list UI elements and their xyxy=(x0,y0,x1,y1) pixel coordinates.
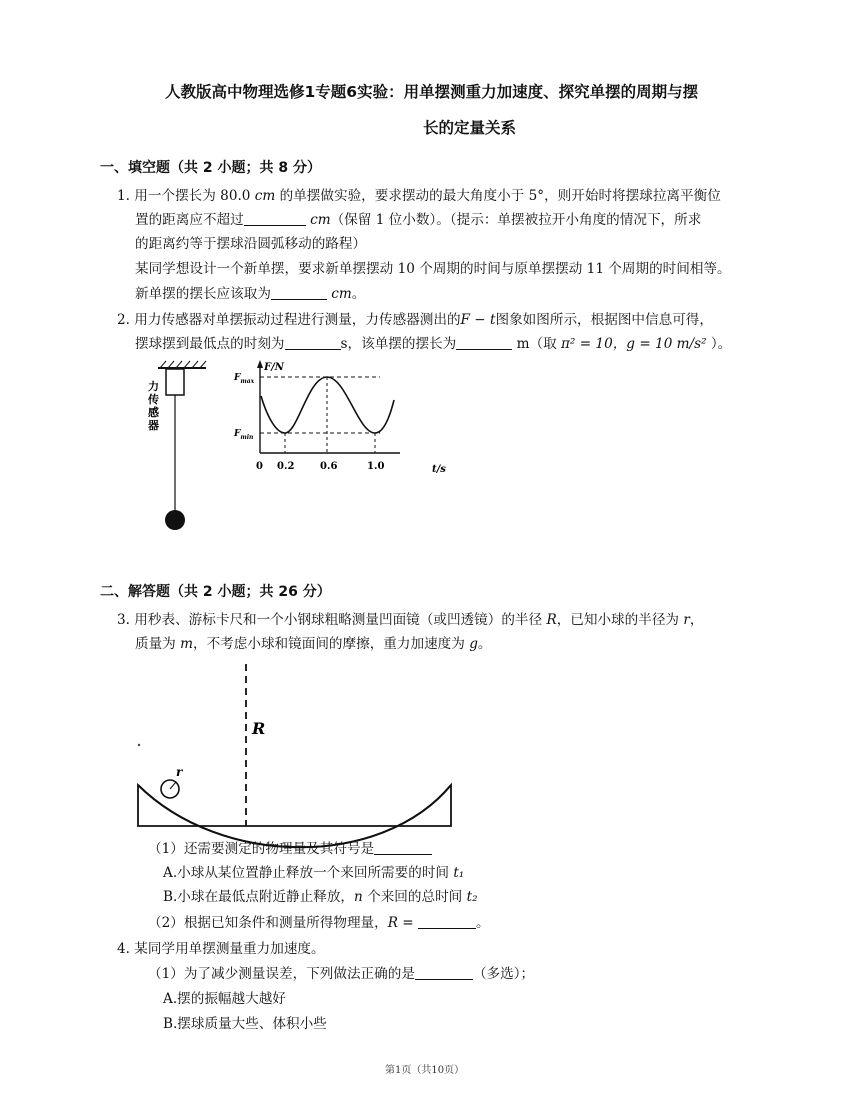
tick-1.0: 1.0 xyxy=(367,461,385,472)
pendulum-force-figure xyxy=(150,358,450,538)
q4-sub1: （1）为了减少测量误差，下列做法正确的是 （多选）； xyxy=(148,966,535,982)
ball-radius-label: r xyxy=(176,765,183,779)
q1-line5: 新单摆的摆长应该取为 cm。 xyxy=(135,286,366,302)
q2-blank-length xyxy=(456,335,512,350)
page-footer: 第1页（共10页） xyxy=(385,1065,465,1076)
tick-0.6: 0.6 xyxy=(320,461,338,472)
sensor-label: 力传感器 xyxy=(148,380,159,432)
radius-label: R xyxy=(252,719,266,738)
x-axis-label: t/s xyxy=(432,464,446,475)
ft-graph xyxy=(233,360,446,475)
q3-blank-radius xyxy=(418,914,476,929)
q4-option-b: B.摆球质量大些、体积小些 xyxy=(163,1016,327,1032)
q1-blank-distance xyxy=(244,211,306,226)
mirror-body xyxy=(138,785,451,847)
section-heading-fill-in: 一、填空题（共 2 小题；共 8 分） xyxy=(100,160,321,176)
q2-line2: 摆球摆到最低点的时刻为 s，该单摆的摆长为 m（取 π² = 10，g = 10 m/s² ）。 xyxy=(135,336,732,352)
q3-line2: 质量为 m，不考虑小球和镜面间的摩擦，重力加速度为 g。 xyxy=(135,636,492,652)
tick-0: 0 xyxy=(256,461,263,472)
fmin-label: $F_{min}$ xyxy=(234,429,254,441)
doc-title-line2: 长的定量关系 xyxy=(423,119,517,137)
q3-sub1: （1）还需要测定的物理量及其符号是 xyxy=(148,839,432,859)
q3-sub2: （2）根据已知条件和测量所得物理量，R = 。 xyxy=(148,915,490,931)
q1-line3: 的距离约等于摆球沿圆弧移动的路程） xyxy=(135,236,367,252)
ceiling-support xyxy=(158,361,206,368)
section-heading-answer: 二、解答题（共 2 小题；共 26 分） xyxy=(100,584,331,600)
dot-mark xyxy=(138,744,140,746)
q4-line1: 4. 某同学用单摆测量重力加速度。 xyxy=(117,941,325,957)
q1-blank-length xyxy=(271,285,327,300)
q4-option-a: A.摆的振幅越大越好 xyxy=(163,991,286,1007)
q2-line1: 2. 用力传感器对单摆振动过程进行测量，力传感器测出的F − t图象如图所示，根据图中信息可得， xyxy=(117,312,713,328)
y-axis-label: F/N xyxy=(264,362,284,373)
y-axis-arrow xyxy=(257,360,263,368)
q4-blank-choice xyxy=(415,965,473,980)
q1-line1: 1. 用一个摆长为 80.0 cm 的单摆做实验，要求摆动的最大角度小于 5°，则开始时将摆球拉离平衡位 xyxy=(117,188,721,204)
q1-line2: 置的距离应不超过 cm（保留 1 位小数）。（提示：单摆被拉开小角度的情况下，所求 xyxy=(135,212,702,228)
q3-option-a: A.小球从某位置静止释放一个来回所需要的时间 t₁ xyxy=(163,865,465,881)
doc-title-line1: 人教版高中物理选修1专题6实验：用单摆测重力加速度、探究单摆的周期与摆 xyxy=(165,83,699,101)
fmax-label: $F_{max}$ xyxy=(234,373,255,385)
q2-blank-time xyxy=(285,335,341,350)
q3-line1: 3. 用秒表、游标卡尺和一个小钢球粗略测量凹面镜（或凹透镜）的半径 R，已知小球的半径为 r， xyxy=(117,612,704,628)
q1-line4: 某同学想设计一个新单摆，要求新单摆摆动 10 个周期的时间与原单摆摆动 11 个周期的时间相等。 xyxy=(135,261,731,277)
concave-mirror-figure xyxy=(132,658,472,833)
tick-0.2: 0.2 xyxy=(277,461,295,472)
pendulum-bob xyxy=(165,510,185,530)
force-sensor-box xyxy=(166,369,184,395)
q3-blank-quantity xyxy=(374,840,432,855)
q3-option-b: B.小球在最低点附近静止释放，n 个来回的总时间 t₂ xyxy=(163,889,478,905)
